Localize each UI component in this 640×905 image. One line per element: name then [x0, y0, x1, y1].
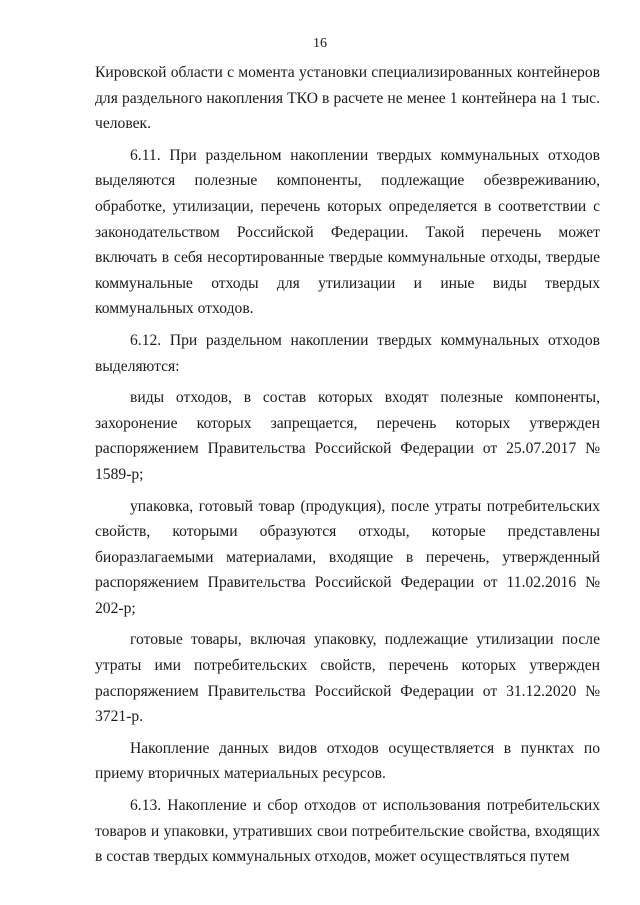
- page-number: 16: [313, 36, 327, 51]
- document-body: [95, 60, 600, 870]
- list-item-packaging: упаковка, готовый товар (продукция), после утраты потребительских свойств, которыми образуются отходы, которые представлены биоразлагаемыми материалами, входящие в перечень, утвержденный распоряжением Правительства Российской Федерации от 11.02.2016 № 202-р;: [95, 497, 600, 617]
- list-item-waste-types: виды отходов, в состав которых входят полезные компоненты, захоронение которых запрещается, перечень которых утвержден распоряжением Правительства Российской Федерации от 25.07.2017 № 1589-р;: [95, 389, 600, 483]
- paragraph-6-12: 6.12. При раздельном накоплении твердых коммунальных отходов выделяются:: [95, 331, 600, 375]
- paragraph-accumulation: Накопление данных видов отходов осуществляется в пунктах по приему вторичных материальных ресурсов.: [95, 739, 600, 783]
- list-item-finished-goods: готовые товары, включая упаковку, подлежащие утилизации после утраты ими потребительских свойств, перечень которых утвержден распоряжением Правительства Российской Федерации от 31.12.2020 № 3721-р.: [95, 631, 600, 726]
- paragraph-continuation: Кировской области с момента установки специализированных контейнеров для раздельного накопления ТКО в расчете не менее 1 контейнера на 1 тыс. человек.: [95, 64, 600, 133]
- paragraph-6-13: 6.13. Накопление и сбор отходов от использования потребительских товаров и упаковки, утративших свои потребительские свойства, входящих в состав твердых коммунальных отходов, может осуществляться путем: [95, 797, 600, 866]
- paragraph-6-11: 6.11. При раздельном накоплении твердых коммунальных отходов выделяются полезные компоненты, подлежащие обезвреживанию, обработке, утилизации, перечень которых определяется в соответствии с законодательством Российской Федерации. Такой перечень может включать в себя несортированные твердые коммунальные отходы, твердые коммунальные отходы для утилизации и иные виды твердых коммунальных отходов.: [95, 146, 600, 318]
